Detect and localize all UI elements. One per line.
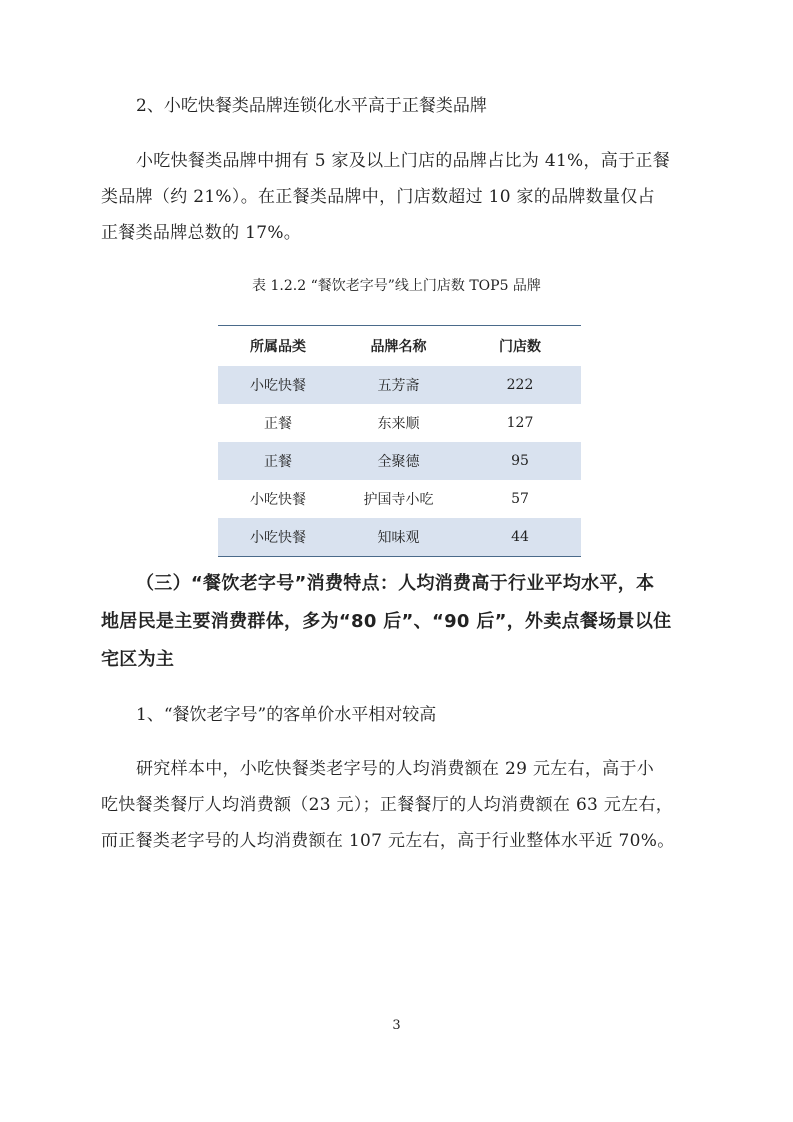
- page-number: 3: [392, 1018, 401, 1033]
- table-row: [218, 480, 581, 518]
- table-header-row: [218, 326, 581, 367]
- table-row: [218, 518, 581, 557]
- paragraph-1-line-1: 小吃快餐类品牌中拥有 5 家及以上门店的品牌占比为 41%，高于正餐: [136, 151, 671, 171]
- subsection-heading-2: 2、小吃快餐类品牌连锁化水平高于正餐类品牌: [136, 96, 487, 116]
- paragraph-1-line-2: 类品牌（约 21%）。在正餐类品牌中，门店数超过 10 家的品牌数量仅占: [101, 187, 655, 207]
- cell-brand: 护国寺小吃: [363, 492, 434, 508]
- section-3-heading-line-1: （三）“餐饮老字号”消费特点：人均消费高于行业平均水平，本: [136, 573, 655, 594]
- cell-category: 正餐: [264, 416, 292, 432]
- section-3-heading-line-2: 地居民是主要消费群体，多为“80 后”、“90 后”，外卖点餐场景以住: [101, 611, 672, 632]
- column-header-brand: 品牌名称: [338, 326, 459, 367]
- cell-store-count: 127: [506, 415, 534, 431]
- paragraph-1-line-3: 正餐类品牌总数的 17%。: [101, 223, 302, 243]
- cell-category: 正餐: [218, 442, 338, 480]
- paragraph-2-line-2: 吃快餐类餐厅人均消费额（23 元）；正餐餐厅的人均消费额在 63 元左右，: [101, 795, 674, 815]
- column-header-category: 所属品类: [218, 326, 338, 367]
- cell-store-count: 222: [459, 366, 581, 404]
- column-header-store-count: 门店数: [459, 326, 581, 367]
- cell-store-count: 44: [459, 518, 581, 557]
- table-caption: 表 1.2.2 “餐饮老字号”线上门店数 TOP5 品牌: [252, 278, 541, 294]
- cell-brand: 全聚德: [338, 442, 459, 480]
- cell-category: 小吃快餐: [218, 366, 338, 404]
- cell-store-count: 95: [459, 442, 581, 480]
- top5-brands-table: [218, 325, 581, 557]
- table-row: [218, 366, 581, 404]
- cell-brand: 五芳斋: [338, 366, 459, 404]
- cell-category: 小吃快餐: [218, 518, 338, 557]
- paragraph-2-line-1: 研究样本中，小吃快餐类老字号的人均消费额在 29 元左右，高于小: [136, 759, 655, 779]
- table-row: [218, 442, 581, 480]
- cell-store-count: 57: [511, 491, 529, 507]
- section-3-heading-line-3: 宅区为主: [101, 649, 175, 670]
- cell-brand: 知味观: [338, 518, 459, 557]
- cell-brand: 东来顺: [377, 416, 420, 432]
- cell-category: 小吃快餐: [250, 492, 306, 508]
- subsection-heading-1: 1、“餐饮老字号”的客单价水平相对较高: [136, 705, 437, 725]
- table-row: [218, 404, 581, 442]
- paragraph-2-line-3: 而正餐类老字号的人均消费额在 107 元左右，高于行业整体水平近 70%。: [101, 831, 675, 851]
